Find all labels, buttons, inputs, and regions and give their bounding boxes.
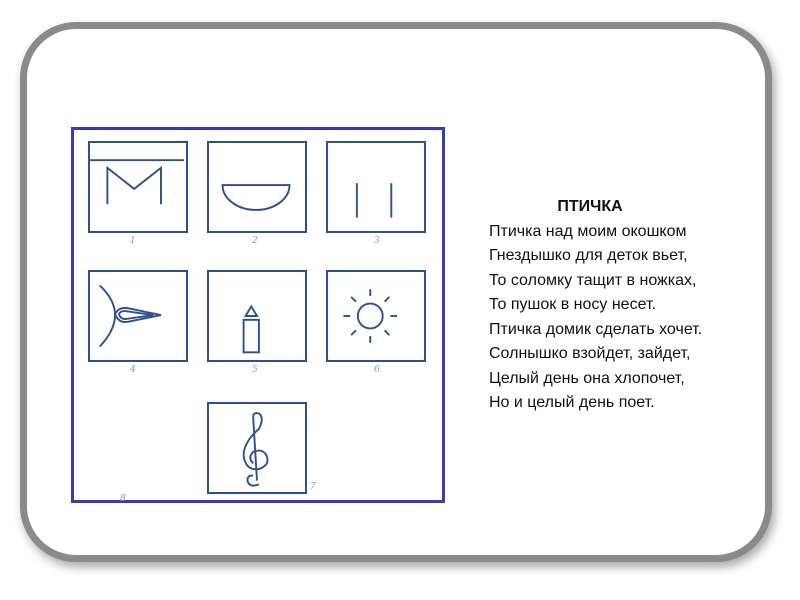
two-lines-icon [328, 143, 424, 231]
poem-line-5: Птичка домик сделать хочет. [489, 320, 703, 338]
beak-arc-icon [90, 272, 186, 360]
tile-number-1: 1 [130, 236, 136, 246]
poem [489, 195, 779, 416]
poem-line-1: Птичка над моим окошком [489, 222, 687, 240]
poem-line-8: Но и целый день поет. [489, 394, 655, 411]
poem-line-4: То пушок в носу несет. [489, 296, 656, 313]
m-shape-icon [90, 143, 186, 231]
treble-clef-icon [209, 404, 305, 492]
sun-icon [328, 272, 424, 360]
tile-number-2: 2 [252, 236, 258, 246]
extra-number: 8 [120, 494, 126, 504]
semicircle-bowl-icon [209, 143, 305, 231]
tile-2 [207, 141, 307, 233]
poem-line-2: Гнездышко для деток вьет, [489, 247, 688, 264]
tile-number-6: 6 [374, 365, 380, 375]
poem-line-3: То соломку тащит в ножках, [489, 271, 697, 289]
tile-number-3: 3 [374, 236, 380, 246]
tile-number-4: 4 [130, 365, 136, 375]
tile-4 [88, 270, 188, 362]
tile-number-7: 7 [310, 482, 316, 492]
tile-number-5: 5 [252, 365, 258, 375]
tile-5 [207, 270, 307, 362]
tile-6 [326, 270, 426, 362]
tile-1 [88, 141, 188, 233]
tile-3 [326, 141, 426, 233]
house-candle-icon [209, 272, 305, 360]
figure-panel [71, 127, 445, 503]
tile-7 [207, 402, 307, 494]
poem-title: ПТИЧКА [557, 198, 623, 215]
poem-line-6: Солнышко взойдет, зайдет, [489, 345, 691, 362]
poem-line-7: Целый день она хлопочет, [489, 369, 685, 387]
